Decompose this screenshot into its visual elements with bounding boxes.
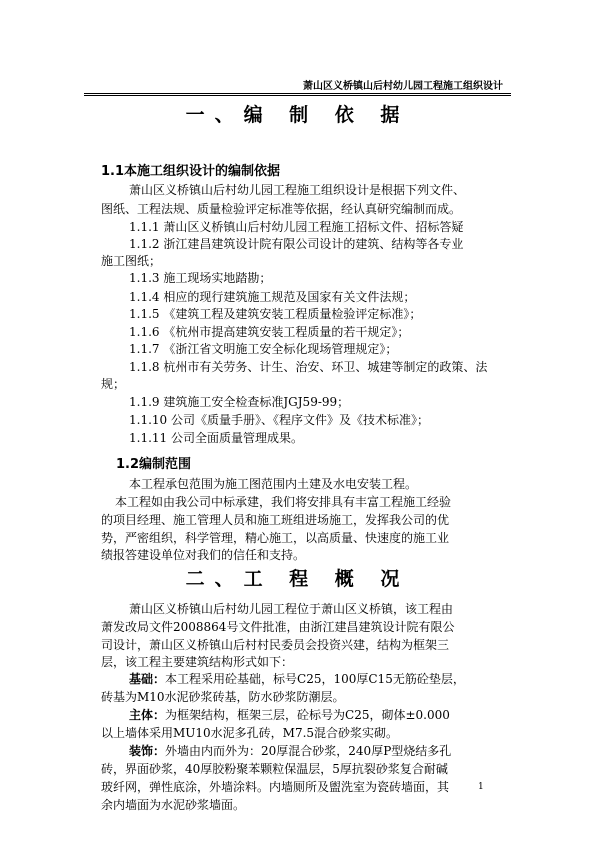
scope-line: 本工程如由我公司中标承建，我们将安排具有丰富工程施工经验 [115,495,452,509]
header-rule-thin [84,95,511,96]
basis-item: 1.1.5 《建筑工程及建筑安装工程质量检验评定标准》； [129,307,422,321]
foundation-line: 砖基为M10水泥砂浆砖基，防水砂浆防潮层。 [101,690,345,704]
scope-line: 绩报答建设单位对我们的信任和支持。 [101,548,306,562]
basis-item: 1.1.6 《杭州市提高建筑安装工程质量的若干规定》； [129,325,410,339]
overview-line: 司设计，萧山区义桥镇山后村村民委员会投资兴建，结构为框架三 [101,638,450,652]
finish-line: 玻纤网，弹性底涂，外墙涂料。内墙厕所及盥洗室为瓷砖墙面，其 [101,780,450,794]
basis-item: 1.1.10 公司《质量手册》、《程序文件》及《技术标准》； [129,413,429,427]
intro-line: 萧山区义桥镇山后村幼儿园工程施工组织设计是根据下列文件、 [129,183,466,197]
basis-item: 1.1.3 施工现场实地踏勘； [129,271,272,285]
overview-line: 萧发改局文件2008864号文件批准，由浙江建昌建筑设计院有限公 [101,620,455,634]
finish-line: 砖，界面砂浆，40厚胶粉聚苯颗粒保温层，5厚抗裂砂浆复合耐碱 [101,762,448,776]
main-structure-line: 以上墙体采用MU10水泥多孔砖，M7.5混合砂浆实砌。 [101,726,399,740]
basis-item: 1.1.4 相应的现行建筑施工规范及国家有关文件法规； [129,290,416,304]
header-rule-thick [84,93,511,94]
main-structure-text: 为框架结构，框架三层，砼标号为C25，砌体±0.000 [165,708,450,722]
finish-text: 外墙由内而外为：20厚混合砂浆，240厚P型烧结多孔 [165,744,452,758]
scope-line: 本工程承包范围为施工图范围内土建及水电安装工程。 [129,477,418,491]
finish-line [129,743,451,759]
basis-item: 1.1.7 《浙江省文明施工安全标化现场管理规定》； [129,342,398,356]
basis-item: 1.1.11 公司全面质量管理成果。 [129,431,303,445]
overview-line: 萧山区义桥镇山后村幼儿园工程位于萧山区义桥镇，该工程由 [129,602,454,616]
intro-line: 图纸、工程法规、质量检验评定标准等依据，经认真研究编制而成。 [101,202,462,216]
basis-item: 1.1.9 建筑施工安全检查标准JGJ59-99； [129,395,350,409]
basis-item: 1.1.1 萧山区义桥镇山后村幼儿园工程施工招标文件、招标答疑 [129,220,464,234]
page-number: 1 [478,782,484,792]
basis-item: 1.1.8 杭州市有关劳务、计生、治安、环卫、城建等制定的政策、法 [129,360,488,374]
section-2-heading: 二、工 程 概 况 [185,568,410,590]
finish-line: 余内墙面为水泥砂浆墙面。 [101,798,246,812]
foundation-text: 本工程采用砼基础，标号C25，100厚C15无筋砼垫层， [165,672,465,686]
basis-item-continuation: 施工图纸； [101,254,162,268]
foundation-line [129,671,465,687]
basis-item-continuation: 规； [101,377,126,391]
main-structure-label: 主体： [129,708,166,722]
section-1-heading: 一、编 制 依 据 [185,104,410,126]
foundation-label: 基础： [129,672,166,686]
running-header: 萧山区义桥镇山后村幼儿园工程施工组织设计 [303,81,503,92]
scope-line: 势，严密组织，科学管理，精心施工，以高质量、快速度的施工业 [101,531,450,545]
subsection-1-1-heading: 1.1本施工组织设计的编制依据 [101,164,281,179]
overview-line: 层，该工程主要建筑结构形式如下： [101,655,294,669]
main-structure-line [129,707,450,723]
basis-item: 1.1.2 浙江建昌建筑设计院有限公司设计的建筑、结构等各专业 [129,237,464,251]
subsection-1-2-heading: 1.2编制范围 [116,457,192,472]
finish-label: 装饰： [129,744,166,758]
scope-line: 的项目经理、施工管理人员和施工班组进场施工，发挥我公司的优 [101,513,450,527]
